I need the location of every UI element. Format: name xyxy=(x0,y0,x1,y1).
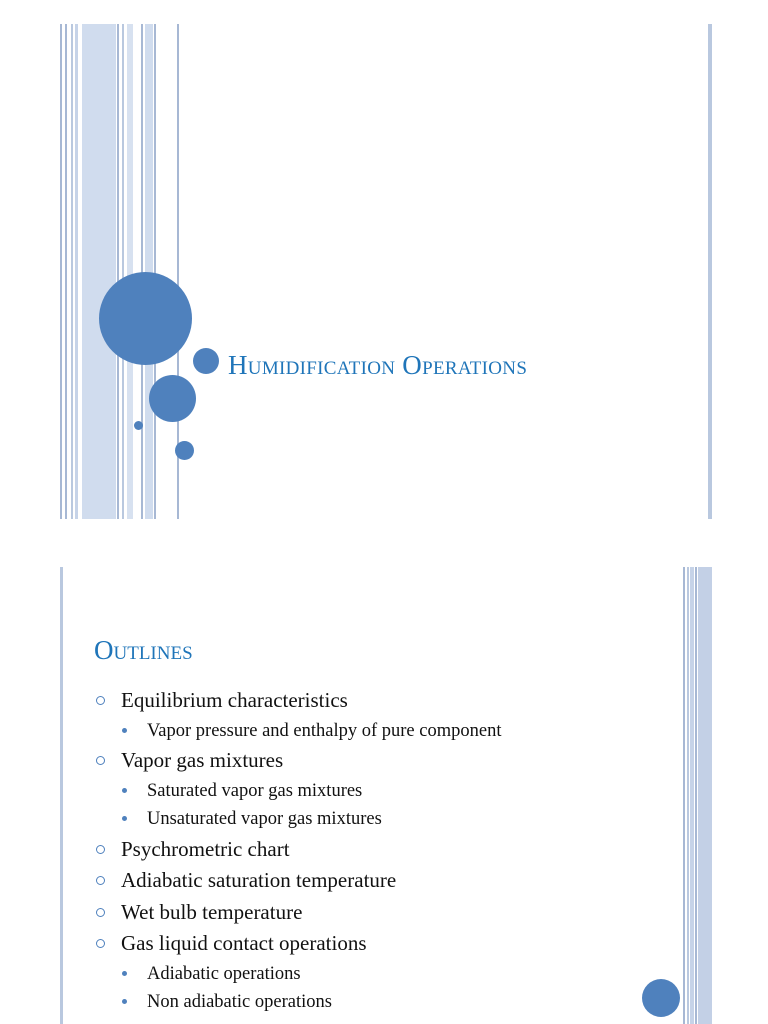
list-item xyxy=(94,745,674,777)
list-item xyxy=(94,717,674,746)
list-item-text: Saturated vapor gas mixtures xyxy=(147,780,363,801)
list-item xyxy=(94,960,674,989)
list-item xyxy=(94,865,674,897)
decor-circle xyxy=(175,441,194,460)
list-item-text: Adiabatic operations xyxy=(147,963,301,984)
decor-stripe xyxy=(154,24,156,519)
decor-stripe xyxy=(687,567,689,1024)
decor-circle xyxy=(134,421,143,430)
decor-circle xyxy=(99,272,192,365)
list-item-text: Gas liquid contact operations xyxy=(121,931,367,955)
decor-stripe xyxy=(60,24,62,519)
decor-stripe xyxy=(683,567,685,1024)
list-item-text: Adiabatic saturation temperature xyxy=(121,868,397,892)
dot-bullet-icon xyxy=(122,999,127,1004)
list-item-text: Equilibrium characteristics xyxy=(121,688,348,712)
circle-bullet-icon xyxy=(96,845,105,854)
list-item-text: Wet bulb temperature xyxy=(121,899,303,924)
circle-bullet-icon xyxy=(96,908,105,917)
list-item xyxy=(94,834,674,866)
list-item xyxy=(94,928,674,960)
list-item xyxy=(94,988,674,1017)
outline-slide xyxy=(60,567,714,1024)
decor-stripe xyxy=(698,567,712,1024)
list-item-text: Unsaturated vapor gas mixtures xyxy=(147,809,382,829)
dot-bullet-icon xyxy=(122,971,127,976)
decor-stripe xyxy=(695,567,697,1024)
circle-bullet-icon xyxy=(96,939,105,948)
list-item xyxy=(94,805,674,834)
list-item xyxy=(94,685,674,717)
decor-circle xyxy=(642,979,680,1017)
dot-bullet-icon xyxy=(122,788,127,793)
list-item xyxy=(94,897,674,929)
title-slide xyxy=(60,24,714,519)
dot-bullet-icon xyxy=(122,728,127,733)
list-item-text: Vapor pressure and enthalpy of pure component xyxy=(147,720,502,741)
decor-stripe xyxy=(127,24,133,519)
circle-bullet-icon xyxy=(96,876,105,885)
decor-stripe xyxy=(122,24,124,519)
dot-bullet-icon xyxy=(122,816,127,821)
list-item-text: Vapor gas mixtures xyxy=(121,748,284,772)
decor-stripe xyxy=(71,24,73,519)
decor-stripe xyxy=(65,24,67,519)
slide-title: Outlines xyxy=(94,635,193,665)
decor-stripe xyxy=(75,24,78,519)
decor-stripe xyxy=(117,24,119,519)
list-item-text: Psychrometric chart xyxy=(121,836,290,861)
decor-stripe xyxy=(60,567,63,1024)
decor-stripe xyxy=(690,567,694,1024)
decor-stripe xyxy=(82,24,116,519)
decor-stripe xyxy=(708,24,712,519)
list-item xyxy=(94,777,674,806)
decor-circle xyxy=(149,375,196,422)
slide-title: Humidification Operations xyxy=(228,350,528,380)
decor-circle xyxy=(193,348,219,374)
circle-bullet-icon xyxy=(96,696,105,705)
list-item-text: Non adiabatic operations xyxy=(147,992,332,1012)
circle-bullet-icon xyxy=(96,756,105,765)
outline-list xyxy=(94,685,674,1017)
